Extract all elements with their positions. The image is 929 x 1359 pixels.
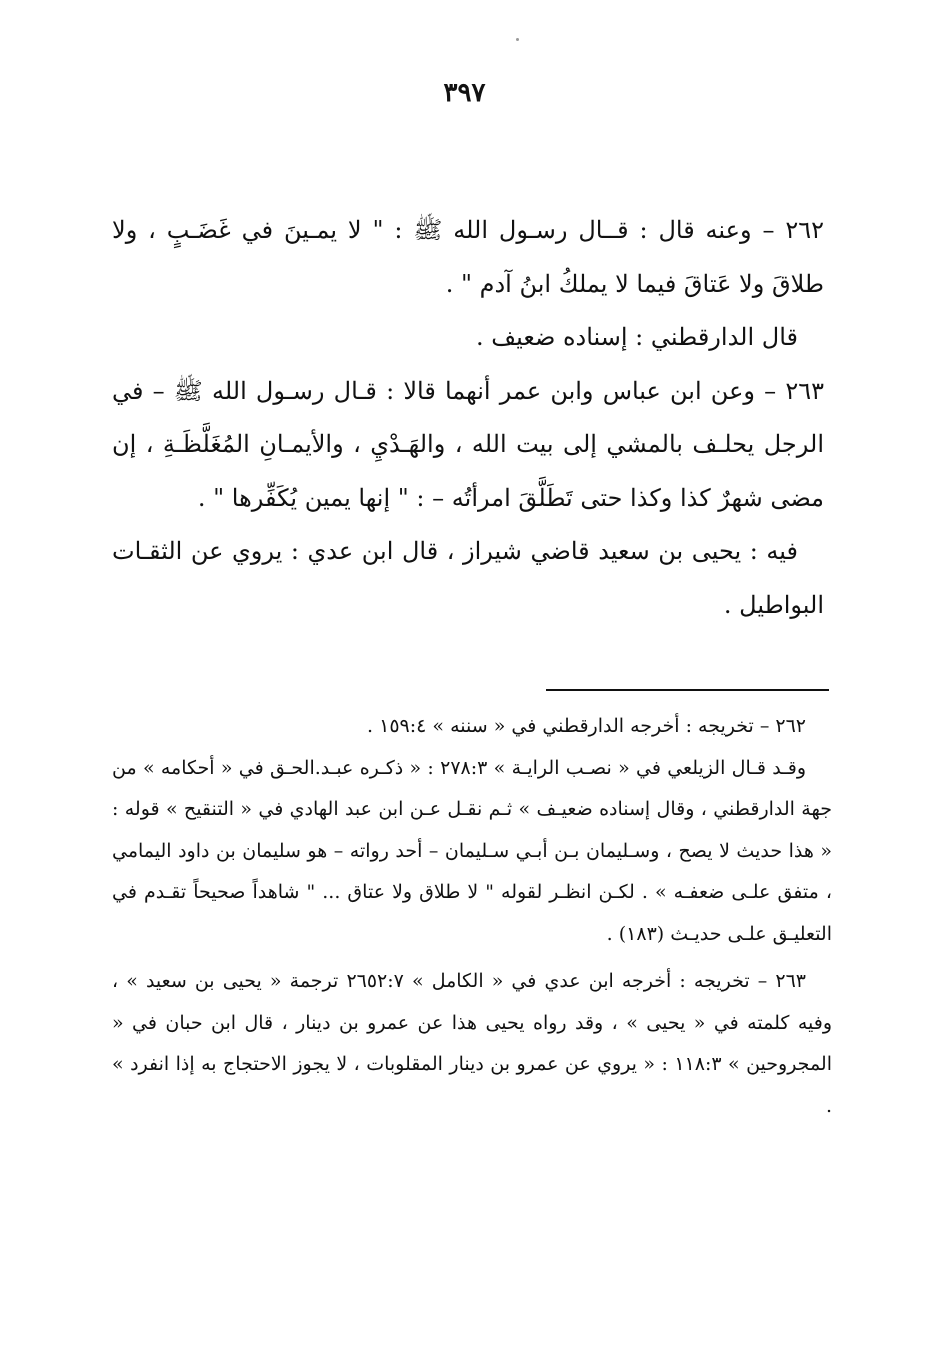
hadith-263-paragraph: ٢٦٣ – وعن ابن عباس وابن عمر أنهما قالا : قـال رسـول الله ﷺ – في الرجل يحلـف بالمشي إلى بيت الله ، والهَـدْيِ ، والأيمـانِ المُغَلَّظَـةِ ، إن مضى شهرٌ كذا وكذا حتى تَطَلَّقَ امرأتُه – : " إنها يمين يُكَفِّرها " .	[112, 376, 824, 512]
footnote-262-source: ٢٦٢ – تخريجه : أخرجه الدارقطني في « سننه » ١٥٩:٤ .	[367, 715, 806, 737]
page-number: ٣٩٧	[443, 78, 486, 108]
hadith-262-paragraph: ٢٦٢ – وعنه قال : قــال رسـول الله ﷺ : " لا يمـينَ في غَضَـبٍ ، ولا طلاقَ ولا عَتاقَ فيما لا يملكُ ابنُ آدم " .	[112, 216, 824, 298]
footnote-divider	[546, 689, 829, 691]
scan-speck	[516, 38, 519, 41]
footnote-262-commentary: وقـد قـال الزيلعي في « نصـب الرايـة » ٢٧٨:٣ : « ذكـره عبـد.الحـق في « أحكامه » من جهة الدارقطني ، وقال إسناده ضعيـف » ثـم نقـل عـن ابن عبد الهادي في « التنقيح » قوله : « هذا حديث لا يصح ، وسـليمان بـن أبـي سـليمان – أحد رواته – هو سليمان بن داود اليمامي ، متفق علـى ضعفـه » . لكـن انظـر لقوله " لا طلاق ولا عتاق ... " شاهداً صحيحاً تقـدم في التعليـق علـى حديـث (١٨٣) .	[112, 756, 832, 945]
footnote-263: ٢٦٣ – تخريجه : أخرجه ابن عدي في « الكامل » ٢٦٥٢:٧ ترجمة « يحيى بن سعيد » ، وفيه كلمته في « يحيى » ، وقد رواه يحيى هذا عن عمرو بن دينار ، قال ابن حبان في « المجروحين » ١١٨:٣ : « يروي عن عمرو بن دينار المقلوبات ، لا يجوز الاحتجاج به إذا انفرد » .	[112, 970, 832, 1117]
footnotes	[112, 706, 832, 1127]
hadith-262-grading: قال الدارقطني : إسناده ضعيف .	[476, 323, 798, 351]
hadith-263-grading: فيه : يحيى بن سعيد قاضي شيراز ، قال ابن عدي : يروي عن الثقـات البواطيل .	[112, 537, 824, 619]
main-text	[112, 204, 824, 632]
